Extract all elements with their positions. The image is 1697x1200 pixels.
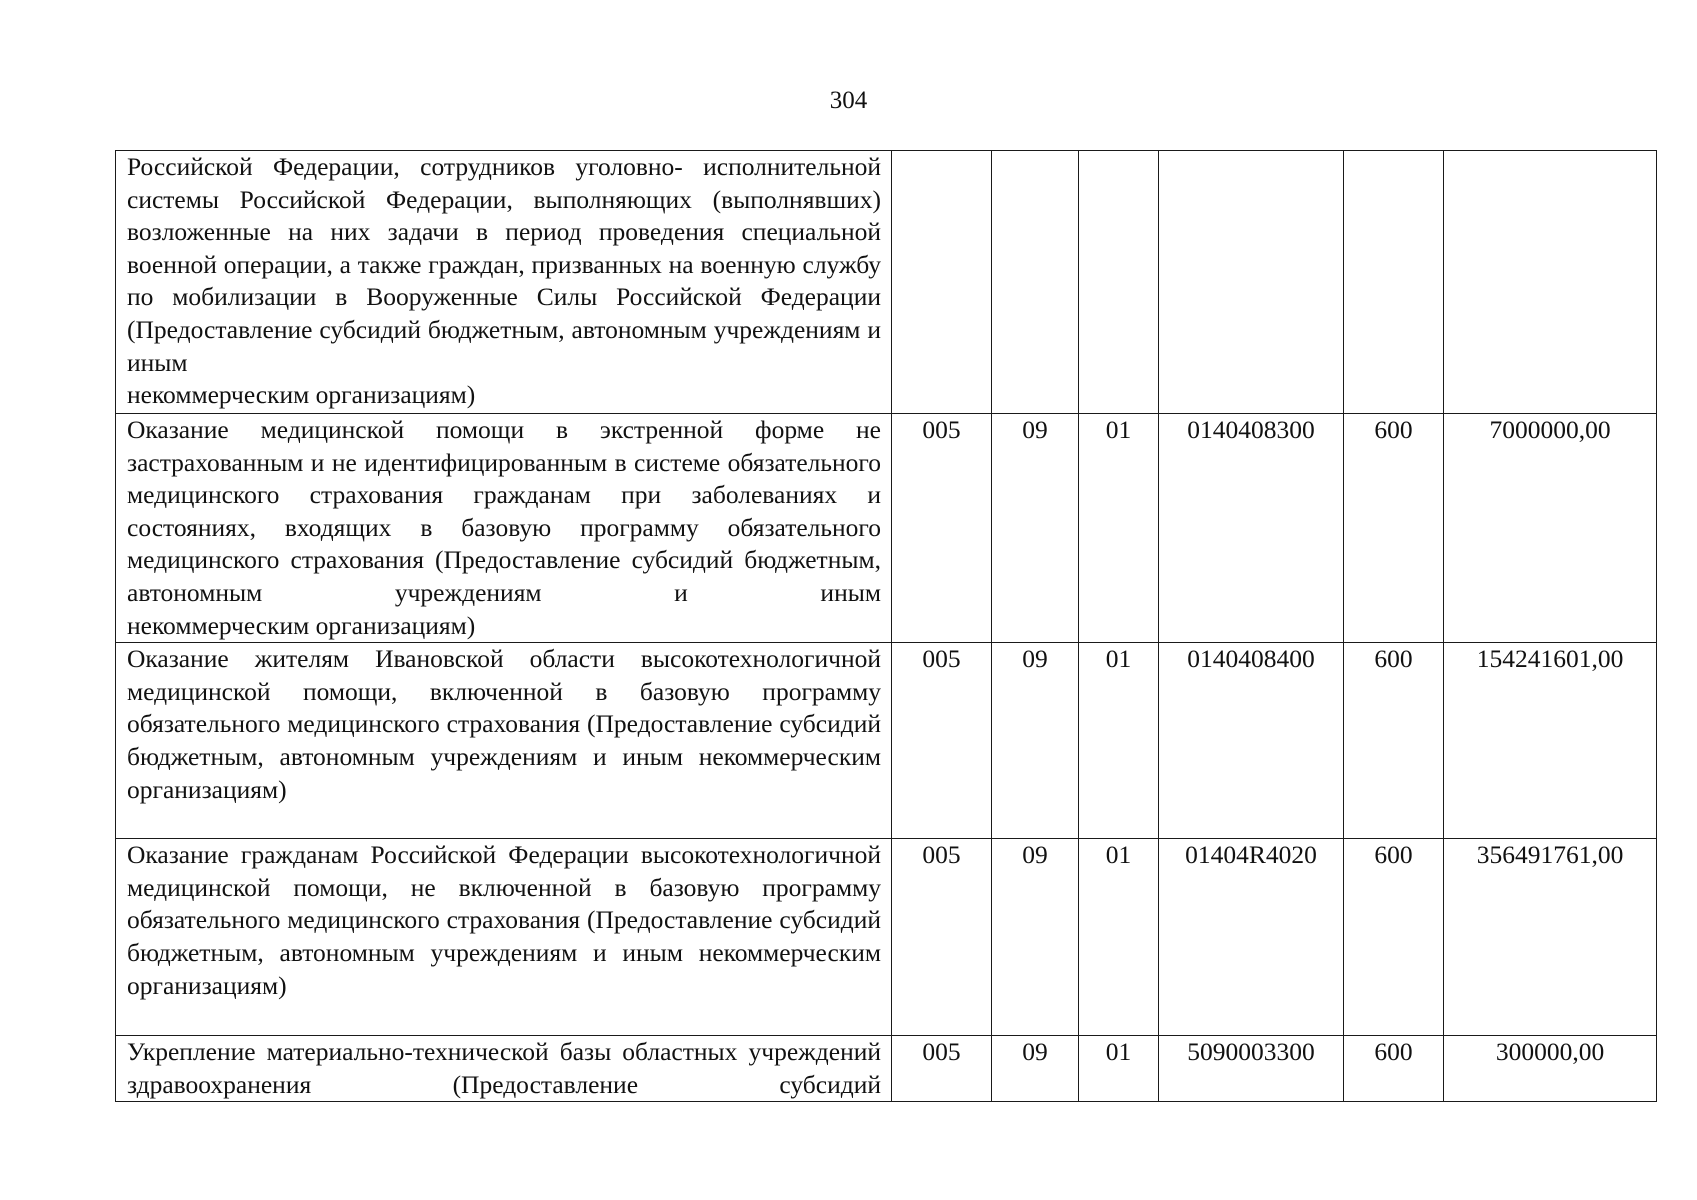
amount: [1444, 151, 1657, 414]
row-description: Российской Федерации, сотрудников уголовно- исполнительной системы Российской Федерации, выполняющих (выполнявших) возложенные на них задачи в период проведения специальной военной операции, а также граждан, призванных на военную службу по мобилизации в Вооруженные Силы Российской Федерации (Предоставление субсидий бюджетным, автономным учреждениям и иным некоммерческим организациям): [116, 151, 892, 414]
amount: 300000,00: [1444, 1036, 1657, 1102]
row-description: Оказание гражданам Российской Федерации высокотехнологичной медицинской помощи, не включенной в базовую программу обязательного медицинского страхования (Предоставление субсидий бюджетным, автономным учреждениям и иным некоммерческим организациям): [116, 839, 892, 1036]
amount: 154241601,00: [1444, 643, 1657, 839]
table-row: [116, 643, 1657, 839]
section-code: [992, 151, 1079, 414]
row-description: Оказание жителям Ивановской области высокотехнологичной медицинской помощи, включенной в базовую программу обязательного медицинского страхования (Предоставление субсидий бюджетным, автономным учреждениям и иным некоммерческим организациям): [116, 643, 892, 839]
section-code: 09: [992, 643, 1079, 839]
expense-type-code: [1344, 151, 1444, 414]
section-code: 09: [992, 1036, 1079, 1102]
subsection-code: 01: [1079, 1036, 1159, 1102]
table-row: [116, 151, 1657, 414]
expense-type-code: 600: [1344, 643, 1444, 839]
page-number: 304: [829, 87, 868, 114]
target-code: 5090003300: [1159, 1036, 1344, 1102]
table-row: [116, 414, 1657, 643]
grbs-code: 005: [892, 839, 992, 1036]
target-code: 0140408400: [1159, 643, 1344, 839]
amount: 7000000,00: [1444, 414, 1657, 643]
grbs-code: 005: [892, 643, 992, 839]
expense-type-code: 600: [1344, 414, 1444, 643]
expense-type-code: 600: [1344, 839, 1444, 1036]
expense-type-code: 600: [1344, 1036, 1444, 1102]
subsection-code: [1079, 151, 1159, 414]
table-row: [116, 1036, 1657, 1102]
table-row: [116, 839, 1657, 1036]
target-code: [1159, 151, 1344, 414]
amount: 356491761,00: [1444, 839, 1657, 1036]
budget-table: [115, 150, 1657, 1102]
target-code: 01404R4020: [1159, 839, 1344, 1036]
section-code: 09: [992, 414, 1079, 643]
subsection-code: 01: [1079, 414, 1159, 643]
grbs-code: 005: [892, 414, 992, 643]
grbs-code: [892, 151, 992, 414]
section-code: 09: [992, 839, 1079, 1036]
row-description: Оказание медицинской помощи в экстренной форме не застрахованным и не идентифицированным в системе обязательного медицинского страхования гражданам при заболеваниях и состояниях, входящих в базовую программу обязательного медицинского страхования (Предоставление субсидий бюджетным, автономным учреждениям и иным некоммерческим организациям): [116, 414, 892, 643]
subsection-code: 01: [1079, 643, 1159, 839]
subsection-code: 01: [1079, 839, 1159, 1036]
target-code: 0140408300: [1159, 414, 1344, 643]
grbs-code: 005: [892, 1036, 992, 1102]
row-description: Укрепление материально-технической базы областных учреждений здравоохранения (Предоставление субсидий: [116, 1036, 892, 1102]
